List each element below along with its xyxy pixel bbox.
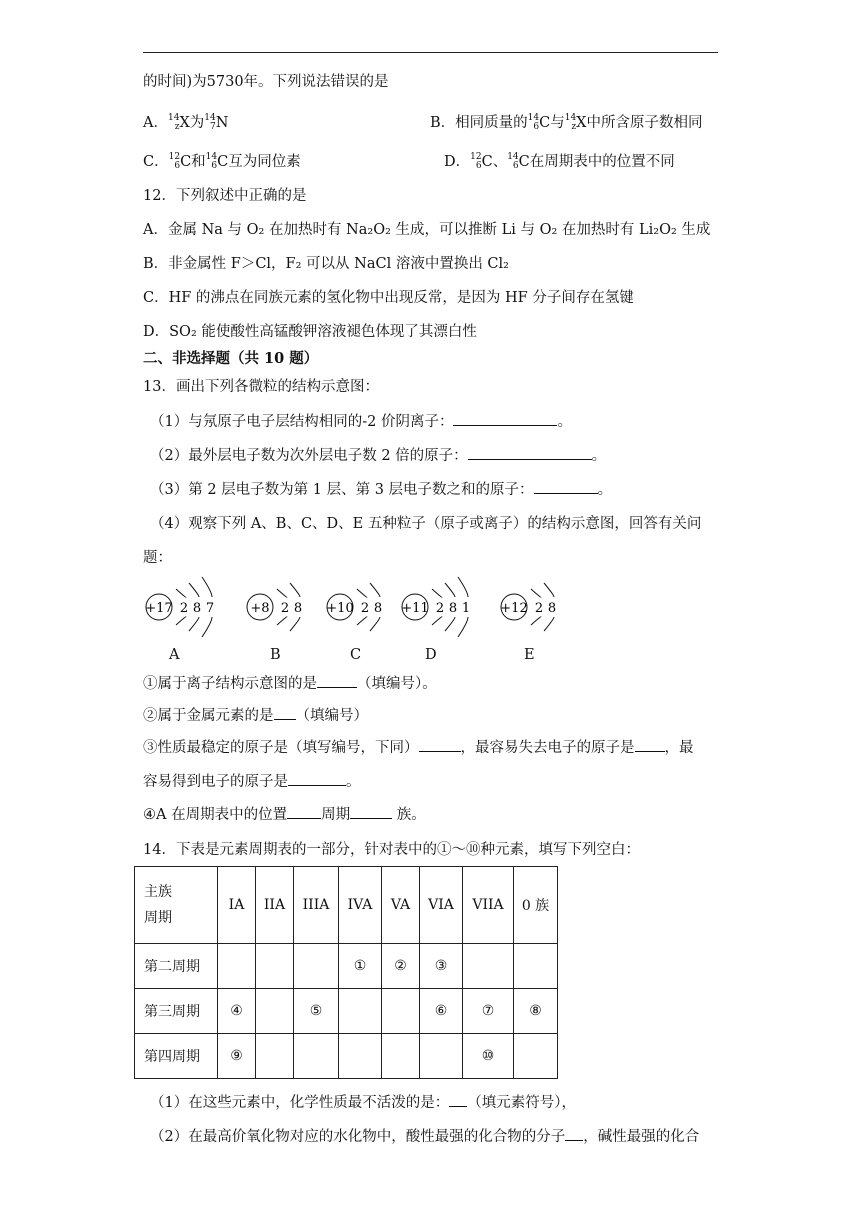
period-label: 第三周期 [135, 989, 218, 1034]
q12-option-a: A．金属 Na 与 O₂ 在加热时有 Na₂O₂ 生成，可以推断 Li 与 O₂ 在加热时有 Li₂O₂ 生成 [143, 222, 711, 238]
shell-electron-count: 2 [534, 601, 544, 616]
q13-sub3: ③性质最稳定的原子是（填写编号，下同） ，最容易失去电子的原子是 ，最 [143, 740, 694, 756]
isotope-c14: 14 6 [507, 152, 519, 171]
answer-blank[interactable] [468, 447, 592, 460]
isotope-c12: 12 6 [470, 152, 482, 171]
answer-blank[interactable] [534, 481, 598, 494]
group-header: IA [218, 867, 256, 944]
group-header: 0 族 [514, 867, 558, 944]
element-cell: ⑨ [218, 1034, 256, 1079]
shell-electron-count: 8 [192, 601, 202, 616]
q11-option-b: B．相同质量的 14 6 C与 14 z X中所含原子数相同 [430, 113, 703, 132]
group-header: VIIA [463, 867, 514, 944]
q12-option-c: C．HF 的沸点在同族元素的氢化物中出现反常，是因为 HF 分子间存在氢键 [143, 290, 634, 306]
shell-arc-top [189, 583, 199, 597]
element-cell [514, 1034, 558, 1079]
structure-A [145, 577, 214, 637]
nucleus-charge: +8 [250, 601, 270, 616]
nucleus-charge: +10 [326, 601, 354, 616]
element-cell [514, 944, 558, 989]
shell-arc-top [176, 589, 186, 597]
structure-label: C [350, 647, 362, 663]
element-cell: ⑦ [463, 989, 514, 1034]
element-cell [382, 989, 420, 1034]
period-label: 第四周期 [135, 1034, 218, 1079]
q13-part4-line2: 题： [143, 550, 172, 566]
shell-arc-bottom [531, 617, 541, 625]
isotope-c14: 14 6 [527, 113, 540, 132]
q11-option-c: C． 12 6 C和 14 6 C互为同位素 [143, 152, 301, 171]
q13-sub1: ①属于离子结构示意图的是 （填编号）。 [143, 676, 437, 692]
structure-B [247, 583, 302, 631]
q13-stem: 13．画出下列各微粒的结构示意图： [143, 379, 379, 395]
structure-label: D [425, 647, 437, 663]
answer-blank[interactable] [453, 413, 557, 426]
shell-arc-bottom [432, 617, 442, 625]
element-cell: ③ [420, 944, 463, 989]
element-cell [294, 1034, 339, 1079]
shell-electron-count: 2 [360, 601, 370, 616]
answer-blank[interactable] [565, 1128, 583, 1141]
answer-blank[interactable] [419, 739, 461, 752]
group-header: IVA [339, 867, 382, 944]
section-title: 二、非选择题（共 10 题） [143, 350, 319, 367]
structure-label: A [169, 647, 180, 663]
element-cell: ⑧ [514, 989, 558, 1034]
shell-arc-bottom [202, 617, 212, 637]
element-cell: ④ [218, 989, 256, 1034]
q14-part2: （2）在最高价氧化物对应的水化物中，酸性最强的化合物的分子 ，碱性最强的化合 [150, 1129, 700, 1145]
shell-arc-bottom [357, 617, 367, 625]
group-header: IIA [256, 867, 294, 944]
shell-arc-top [445, 583, 455, 597]
element-cell [294, 944, 339, 989]
nucleus-charge: +12 [500, 601, 528, 616]
group-header: VIA [420, 867, 463, 944]
table-row [135, 944, 558, 989]
shell-arc-top [202, 577, 212, 597]
q14-stem: 14．下表是元素周期表的一部分，针对表中的①～⑩种元素，填写下列空白： [143, 842, 640, 858]
shell-arc-bottom [458, 617, 468, 637]
answer-blank[interactable] [449, 1094, 467, 1107]
shell-electron-count: 2 [435, 601, 445, 616]
corner-cell: 主族 周期 [135, 867, 218, 944]
q12-stem: 12．下列叙述中正确的是 [143, 188, 307, 204]
shell-electron-count: 8 [547, 601, 557, 616]
shell-electron-count: 2 [280, 601, 290, 616]
period-label: 第二周期 [135, 944, 218, 989]
shell-arc-top [290, 583, 300, 597]
element-cell [256, 944, 294, 989]
shell-arc-bottom [189, 617, 199, 631]
shell-arc-top [531, 589, 541, 597]
group-header: IIIA [294, 867, 339, 944]
element-cell [463, 944, 514, 989]
q13-part4-line1: （4）观察下列 A、B、C、D、E 五种粒子（原子或离子）的结构示意图，回答有关问 [150, 516, 702, 532]
element-cell: ② [382, 944, 420, 989]
element-cell [256, 1034, 294, 1079]
q14-part1: （1）在这些元素中，化学性质最不活泼的是： （填元素符号）， [150, 1095, 576, 1111]
q13-sub3-cont: 容易得到电子的原子是 。 [143, 774, 361, 790]
shell-arc-top [277, 589, 287, 597]
structure-label: B [270, 647, 281, 663]
shell-arc-top [544, 583, 554, 597]
element-cell [256, 989, 294, 1034]
shell-arc-top [432, 589, 442, 597]
isotope-c12: 12 6 [168, 152, 181, 171]
shell-arc-bottom [544, 617, 554, 631]
answer-blank[interactable] [287, 806, 321, 819]
q13-part1: （1）与氖原子电子层结构相同的-2 价阴离子： 。 [150, 414, 572, 430]
element-cell: ⑥ [420, 989, 463, 1034]
shell-arc-top [370, 583, 380, 597]
element-cell: ⑩ [463, 1034, 514, 1079]
shell-arc-top [458, 577, 468, 597]
q12-option-d: D．SO₂ 能使酸性高锰酸钾溶液褪色体现了其漂白性 [143, 324, 477, 340]
structure-E [500, 583, 556, 631]
structure-C [326, 583, 382, 631]
header-rule [143, 52, 718, 53]
structure-D [401, 577, 470, 637]
q11-tail: 的时间)为5730年。下列说法错误的是 [143, 74, 389, 90]
q11-option-a: A． 14 z X为 14 7 N [143, 113, 229, 132]
shell-electron-count: 8 [448, 601, 458, 616]
isotope-x: 14 z [167, 113, 180, 132]
element-cell [339, 989, 382, 1034]
shell-arc-bottom [277, 617, 287, 625]
answer-blank[interactable] [274, 707, 296, 720]
shell-arc-top [357, 589, 367, 597]
q13-sub4: ④A 在周期表中的位置 周期 族。 [143, 807, 426, 823]
table-row [135, 989, 558, 1034]
group-header: VA [382, 867, 420, 944]
isotope-x: 14 z [564, 113, 577, 132]
q13-part2: （2）最外层电子数为次外层电子数 2 倍的原子： 。 [150, 448, 607, 464]
element-cell [339, 1034, 382, 1079]
shell-arc-bottom [445, 617, 455, 631]
element-cell [218, 944, 256, 989]
shell-electron-count: 8 [373, 601, 383, 616]
nucleus-charge: +17 [145, 601, 173, 616]
q13-part3: （3）第 2 层电子数为第 1 层、第 3 层电子数之和的原子： 。 [150, 482, 613, 498]
table-row [135, 1034, 558, 1079]
option-prefix: A． [143, 115, 168, 131]
shell-electron-count: 1 [461, 601, 471, 616]
periodic-table-excerpt [134, 866, 558, 1079]
element-cell: ⑤ [294, 989, 339, 1034]
q12-option-b: B．非金属性 F＞Cl，F₂ 可以从 NaCl 溶液中置换出 Cl₂ [143, 256, 509, 272]
structure-label: E [524, 647, 535, 663]
answer-blank[interactable] [350, 806, 392, 819]
element-cell [382, 1034, 420, 1079]
isotope-c14: 14 6 [205, 152, 218, 171]
shell-arc-bottom [176, 617, 186, 625]
shell-electron-count: 8 [293, 601, 303, 616]
isotope-n: 14 7 [204, 113, 216, 132]
element-cell: ① [339, 944, 382, 989]
answer-blank[interactable] [635, 739, 665, 752]
q11-option-d: D． 12 6 C、 14 6 C在周期表中的位置不同 [444, 152, 675, 171]
atomic-structure-diagrams [140, 566, 580, 644]
element-cell [420, 1034, 463, 1079]
answer-blank[interactable] [288, 773, 346, 786]
shell-arc-bottom [370, 617, 380, 631]
shell-electron-count: 7 [205, 601, 215, 616]
shell-arc-bottom [290, 617, 300, 631]
shell-electron-count: 2 [179, 601, 189, 616]
q13-sub2: ②属于金属元素的是 （填编号） [143, 708, 368, 724]
answer-blank[interactable] [317, 675, 357, 688]
nucleus-charge: +11 [401, 601, 429, 616]
